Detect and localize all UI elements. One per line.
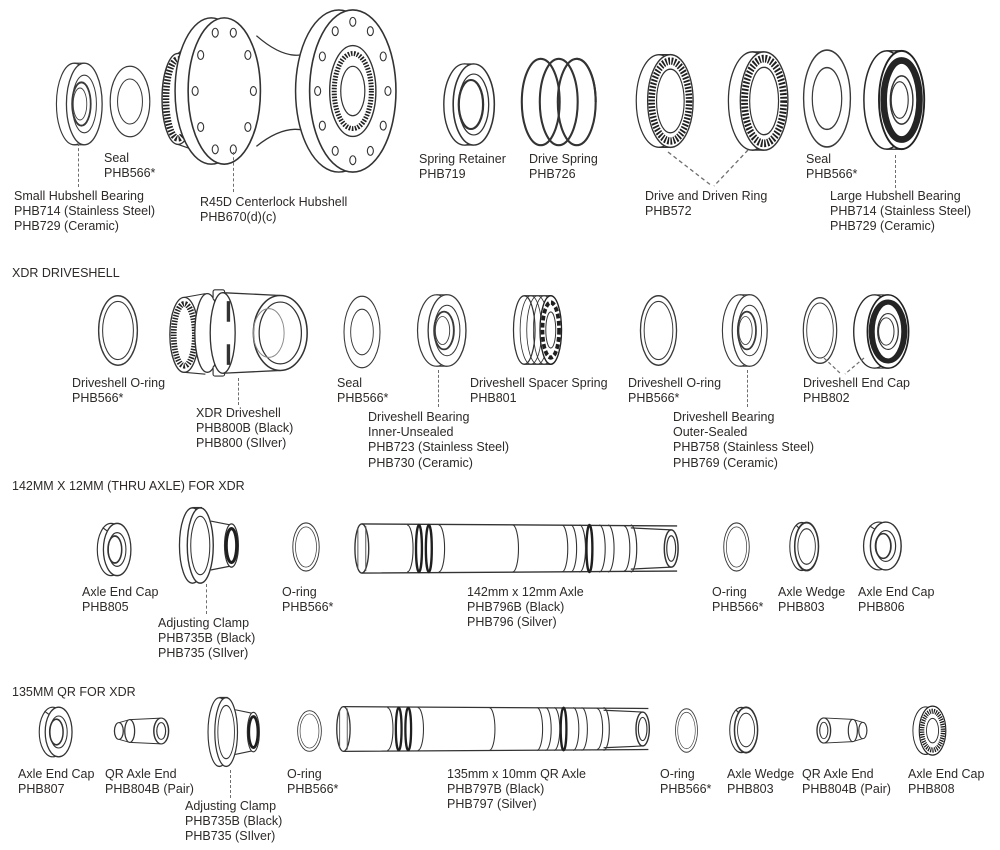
leader-small-hubshell-bearing (78, 143, 79, 187)
label-qr-axle-end-1: QR Axle End PHB804B (Pair) (105, 767, 194, 797)
label-axle-142: 142mm x 12mm Axle PHB796B (Black) PHB796 (Silver) (467, 585, 584, 630)
label-adjusting-clamp-2: Adjusting Clamp PHB735B (Black) PHB735 (SIlver) (185, 799, 283, 844)
part-axle-wedge-1 (787, 519, 822, 574)
part-driveshell-seal (342, 294, 382, 370)
label-seal-right: Seal PHB566* (806, 152, 858, 182)
part-axle-end-cap-806 (861, 519, 908, 573)
label-qr-axle-end-2: QR Axle End PHB804B (Pair) (802, 767, 891, 797)
part-small-hubshell-bearing (55, 60, 105, 148)
leader-xdr-driveshell (238, 378, 239, 405)
label-axle-wedge-1: Axle Wedge PHB803 (778, 585, 846, 615)
leader-driveshell-bearing-outer (747, 370, 748, 407)
label-oring-142-left: O-ring PHB566* (282, 585, 334, 615)
label-axle-end-cap-807: Axle End Cap PHB807 (18, 767, 95, 797)
part-driveshell-spacer-spring (511, 292, 569, 368)
part-xdr-driveshell (167, 288, 311, 377)
label-driveshell-oring-1: Driveshell O-ring PHB566* (72, 376, 166, 406)
label-driveshell-bearing-outer: Driveshell Bearing Outer-Sealed PHB758 (Stainless Steel) PHB769 (Ceramic) (673, 410, 815, 470)
part-axle-end-cap-805 (95, 520, 137, 579)
part-adjusting-clamp-1 (176, 506, 254, 586)
part-spring-retainer (441, 58, 499, 151)
label-large-hubshell-bearing: Large Hubshell Bearing PHB714 (Stainless Steel) PHB729 (Ceramic) (830, 189, 972, 234)
part-driven-ring (725, 48, 793, 154)
label-seal-left: Seal PHB566* (104, 151, 156, 181)
label-axle-wedge-2: Axle Wedge PHB803 (727, 767, 795, 797)
leader-adjusting-clamp-2 (230, 770, 231, 798)
part-r45d-centerlock-hubshell (158, 8, 404, 178)
section-header-135mm-qr: 135MM QR FOR XDR (12, 685, 136, 699)
part-large-hubshell-bearing (862, 47, 928, 153)
part-axle-end-cap-808 (911, 704, 949, 758)
label-drive-and-driven-ring: Drive and Driven Ring PHB572 (645, 189, 768, 219)
leader-driveshell-end-cap (818, 356, 870, 376)
part-driveshell-oring-1 (96, 293, 140, 368)
part-seal-right (801, 47, 853, 150)
part-driveshell-oring-2 (638, 293, 679, 368)
label-oring-135-left: O-ring PHB566* (287, 767, 339, 797)
label-spring-retainer: Spring Retainer PHB719 (419, 152, 506, 182)
label-axle-135: 135mm x 10mm QR Axle PHB797B (Black) PHB797 (Silver) (447, 767, 586, 812)
label-small-hubshell-bearing: Small Hubshell Bearing PHB714 (Stainless Steel) PHB729 (Ceramic) (14, 189, 156, 234)
label-driveshell-end-cap: Driveshell End Cap PHB802 (803, 376, 910, 406)
leader-hubshell (233, 152, 234, 192)
label-driveshell-seal: Seal PHB566* (337, 376, 389, 406)
part-qr-axle-end-1 (110, 712, 174, 750)
part-adjusting-clamp-2 (205, 696, 273, 769)
leader-drive-and-driven-ring (660, 148, 756, 188)
part-drive-ring (633, 51, 698, 151)
part-axle-wedge-2 (727, 704, 761, 756)
leader-adjusting-clamp-1 (206, 584, 207, 614)
section-header-xdr-driveshell: XDR DRIVESHELL (12, 266, 120, 280)
part-axle-142 (350, 521, 685, 576)
label-axle-end-cap-806: Axle End Cap PHB806 (858, 585, 935, 615)
label-driveshell-spacer-spring: Driveshell Spacer Spring PHB801 (470, 376, 608, 406)
part-oring-135-right (674, 707, 699, 754)
label-drive-spring: Drive Spring PHB726 (529, 152, 598, 182)
part-drive-spring (518, 54, 608, 150)
label-adjusting-clamp-1: Adjusting Clamp PHB735B (Black) PHB735 (SIlver) (158, 616, 256, 661)
part-axle-end-cap-807 (37, 704, 78, 760)
label-oring-135-right: O-ring PHB566* (660, 767, 712, 797)
label-axle-end-cap-808: Axle End Cap PHB808 (908, 767, 985, 797)
part-oring-135-left (296, 709, 323, 753)
part-oring-142-right (722, 521, 751, 573)
part-driveshell-bearing-outer (721, 292, 770, 369)
section-header-142mm-thru-axle: 142MM X 12MM (THRU AXLE) FOR XDR (12, 479, 245, 493)
label-driveshell-oring-2: Driveshell O-ring PHB566* (628, 376, 722, 406)
label-axle-end-cap-805: Axle End Cap PHB805 (82, 585, 159, 615)
part-seal-left (108, 64, 152, 139)
label-driveshell-bearing-inner: Driveshell Bearing Inner-Unsealed PHB723 (Stainless Steel) PHB730 (Ceramic) (368, 410, 510, 470)
label-oring-142-right: O-ring PHB566* (712, 585, 764, 615)
leader-driveshell-bearing-inner (438, 370, 439, 407)
part-oring-142-left (291, 521, 321, 573)
leader-large-hubshell-bearing (895, 155, 896, 188)
label-r45d-centerlock-hubshell: R45D Centerlock Hubshell PHB670(d)(c) (200, 195, 348, 225)
part-driveshell-bearing-inner (416, 292, 469, 369)
part-qr-axle-end-2 (812, 712, 871, 749)
part-axle-135 (332, 704, 656, 754)
label-xdr-driveshell: XDR Driveshell PHB800B (Black) PHB800 (SIlver) (196, 406, 294, 451)
